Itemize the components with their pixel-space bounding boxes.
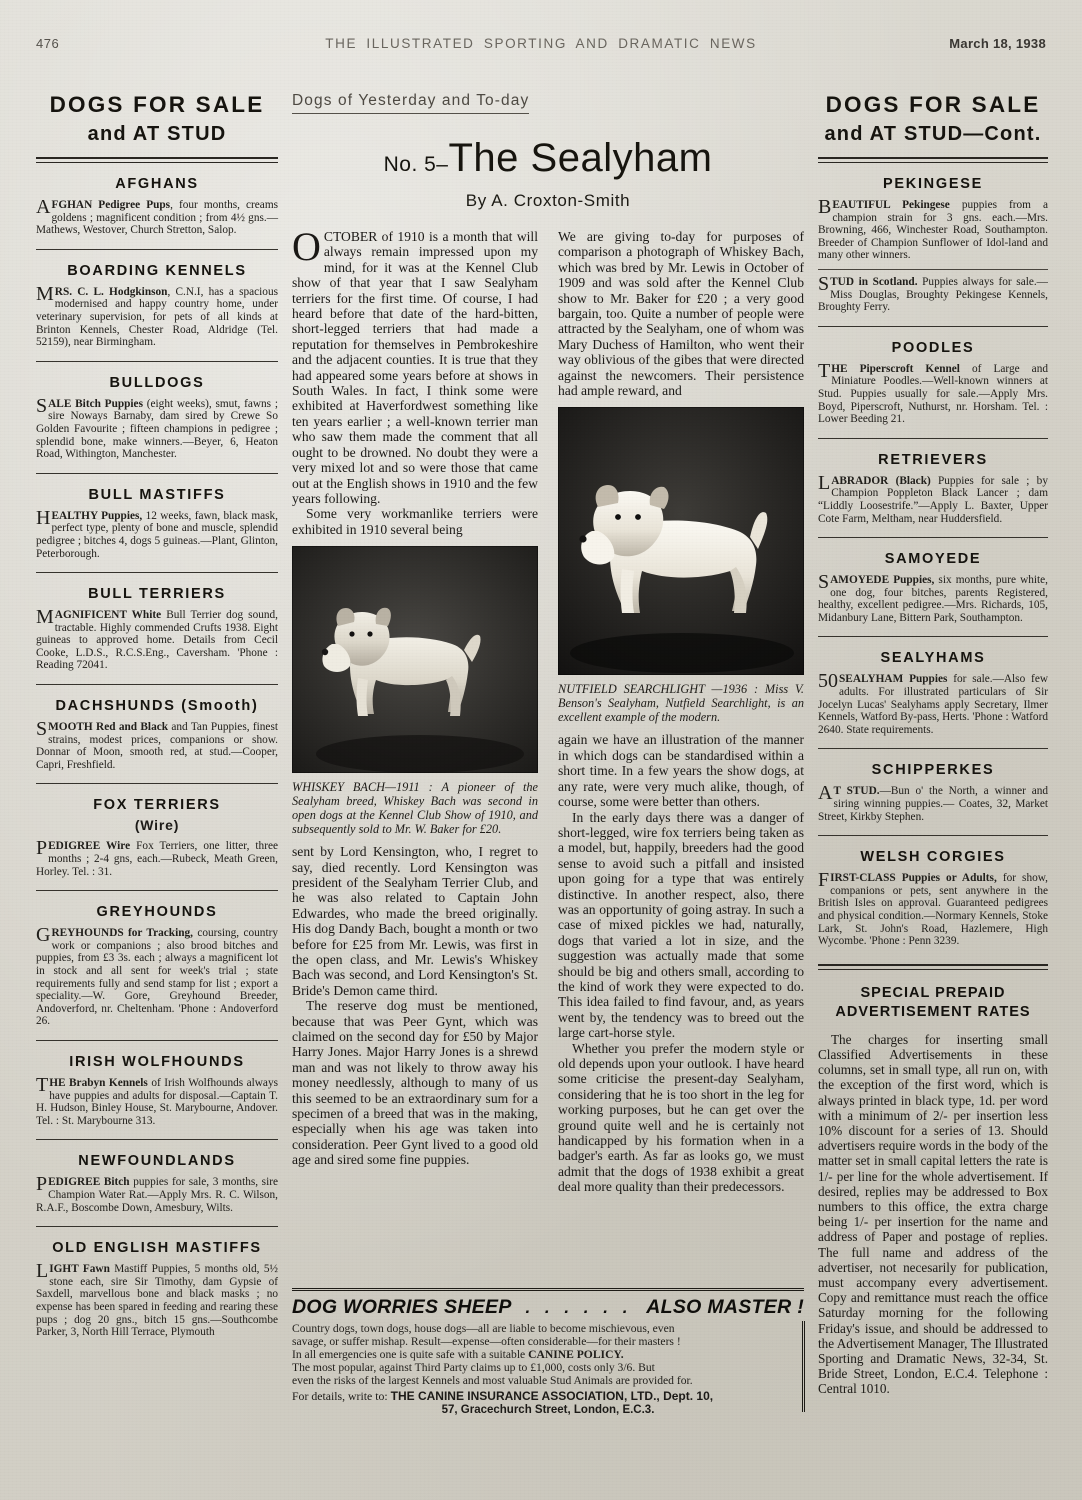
ad-drop-cap: A (36, 196, 51, 218)
ad-body-text: of Large and Miniature Poodles.—Well-known winners at Stud. Puppies usually for sale.—Apply Mrs. Boyd, Piperscroft, Nuthurst, nr. Horsham. Tel. : Lower Beeding 21. (818, 362, 1048, 426)
classified-category-heading: AFGHANS (115, 176, 199, 192)
left-banner-line2: and AT STUD (87, 123, 227, 145)
ad-lead-words: ALE Bitch Puppies (48, 397, 143, 410)
classified-category-heading: SAMOYEDE (884, 551, 982, 568)
insurance-body-line2: savage, or suffer mishap. Result—expense—often considerable—for their masters ! (292, 1335, 681, 1348)
classified-advertisement[interactable] (36, 1173, 278, 1214)
classified-category-heading: RETRIEVERS (878, 451, 988, 468)
classified-category-heading: SEALYHAMS (880, 650, 986, 667)
ad-drop-cap: 50 (818, 670, 838, 693)
classified-advertisement[interactable] (818, 782, 1048, 823)
section-divider (818, 835, 1048, 836)
ad-drop-cap: S (818, 571, 830, 594)
classified-advertisement[interactable] (36, 837, 278, 878)
classified-category-heading: FOX TERRIERS (93, 797, 221, 814)
left-ad-banner (36, 92, 278, 146)
ad-drop-cap: T (36, 1073, 49, 1096)
article-text-block-1 (292, 224, 538, 537)
article-paragraph-opening (292, 224, 538, 506)
left-classified-column (36, 92, 278, 1345)
ad-lead-words: TUD in Scotland. (830, 275, 918, 288)
page-number: 476 (36, 36, 60, 51)
ad-body-text: six months, pure white, one dog, four bitches, parents Registered, healthy, excellent pedigree.—Mrs. Richards, 105, Midanbury Lane, Bittern Park, Southampton. (818, 574, 1048, 624)
section-divider (36, 473, 278, 474)
left-banner-line1: DOGS FOR SALE (49, 92, 265, 117)
right-ad-banner (818, 92, 1048, 146)
section-divider (36, 572, 278, 573)
insurance-address: 57, Gracechurch Street, London, E.C.3. (441, 1404, 655, 1417)
classified-category-heading: PEKINGESE (883, 176, 983, 192)
issue-date: March 18, 1938 (949, 36, 1046, 51)
section-divider (36, 783, 278, 784)
nutfield-searchlight-photograph (558, 407, 804, 675)
section-divider (36, 361, 278, 362)
rates-title-line1: SPECIAL PREPAID (860, 984, 1006, 1001)
classified-advertisement[interactable] (818, 359, 1048, 426)
insurance-line3-text: In all emergencies one is quite safe with a suitable (292, 1348, 529, 1361)
section-divider (818, 537, 1048, 538)
ad-drop-cap: A (818, 782, 833, 805)
ad-lead-words: EALTHY Puppies, (51, 509, 143, 522)
classified-category-subheading: (Wire) (134, 817, 180, 834)
ad-divider (818, 269, 1048, 270)
ad-drop-cap: S (36, 718, 48, 741)
section-divider (36, 1040, 278, 1041)
ad-drop-cap: L (36, 1260, 49, 1283)
insurance-foot-prefix: For details, write to: (292, 1389, 391, 1403)
classified-category-heading: BULL TERRIERS (88, 586, 226, 603)
whiskey-bach-photograph (292, 546, 538, 773)
classified-advertisement[interactable] (818, 272, 1048, 314)
masthead (0, 36, 1082, 58)
ad-drop-cap: H (36, 506, 51, 529)
article-para-5: We are giving to-day for purposes of comparison a photograph of Whiskey Bach, which was bred by Mr. Lewis in October of 1909 and was sold after the Kennel Club show to Mr. Baker for £20 ; a very good bargain, too. Quite a number of people were attracted by the Sealyham, one of whom was Mary Duchess of Hamilton, who went their way oblivious of the gibes that were directed against the newcomers. Their persistence had ample reward, and (558, 229, 804, 399)
section-divider (818, 748, 1048, 749)
classified-advertisement[interactable] (36, 1260, 278, 1339)
section-divider (36, 249, 278, 250)
ad-drop-cap: S (818, 272, 830, 295)
article-body-grid (292, 224, 804, 1369)
ad-drop-cap: F (818, 869, 830, 892)
section-divider (818, 438, 1048, 439)
classified-category-heading: GREYHOUNDS (96, 904, 218, 921)
section-divider (818, 636, 1048, 637)
headline-dash: – (436, 153, 449, 176)
right-banner-line2: and AT STUD—Cont. (824, 123, 1042, 145)
insurance-headline-left: DOG WORRIES SHEEP (292, 1296, 512, 1318)
ad-drop-cap: B (818, 196, 832, 218)
article-number: No. 5 (383, 153, 437, 176)
classified-advertisement[interactable] (818, 471, 1048, 525)
classified-category-heading: BULLDOGS (109, 374, 205, 391)
classified-category-heading: DACHSHUNDS (Smooth) (55, 698, 259, 715)
article-title: The Sealyham (448, 136, 713, 180)
ad-lead-words: SEALYHAM Puppies (839, 673, 948, 686)
ad-body-text: Puppies for sale ; by Champion Poppleton Black Lancer ; dam “Liddly Loosestrife.”—Apply L. Baxter, Upper Cote Farm, Meltham, near Huddersfield. (818, 474, 1048, 525)
classified-category-heading: IRISH WOLFHOUNDS (69, 1053, 245, 1070)
ad-body-text: —Bun o' the North, a winner and siring winning puppies.— Coates, 32, Market Street, Kirkby Stephen. (818, 785, 1048, 823)
article-para-6: again we have an illustration of the manner in which dogs can be standardised within a short time. In a few years the show dogs, at any rate, were very much alike, though, of course, some were better than others. (558, 732, 804, 810)
ad-lead-words: MOOTH Red and Black (48, 721, 169, 734)
classified-advertisement[interactable] (818, 869, 1049, 948)
ad-drop-cap: P (36, 1173, 48, 1196)
banner-divider (36, 157, 278, 163)
ad-drop-cap: L (818, 471, 831, 494)
section-divider (36, 684, 278, 685)
classified-category-heading: BULL MASTIFFS (88, 486, 226, 503)
right-classified-column (818, 92, 1048, 1397)
ad-drop-cap: M (36, 282, 54, 305)
classified-advertisement[interactable] (36, 1073, 278, 1127)
insurance-body-line4: The most popular, against Third Party claims up to £1,000, costs only 3/6. But (292, 1361, 655, 1374)
article-text-block-4 (558, 732, 804, 1194)
ad-body-text: Mastiff Puppies, 5 months old, 5½ stone each, sire Sir Timothy, dam Gypsie of Saxdell, marvellous bone and black masks ; no expense has been spared in feeding and rearing these pups ; dog 20 gns., bitch 15 gns.—Southcombe Parker, 3, North Hill Terrace, Plymouth (36, 1263, 278, 1339)
photo-nutfield-searchlight (558, 407, 804, 675)
prepaid-rates-title (818, 984, 1048, 1022)
classified-advertisement[interactable] (36, 394, 278, 461)
ad-drop-cap: S (36, 394, 48, 417)
ad-drop-cap: M (36, 606, 54, 629)
ad-body-text: puppies from a champion strain for 3 gns. each.—Mrs. Browning, 466, Winchester Road, Southampton. Breeder of Champion Sunflower of Idol-land and many other winners. (818, 199, 1048, 262)
ad-drop-cap: G (36, 924, 51, 947)
right-banner-divider (818, 157, 1048, 163)
classified-category-heading: NEWFOUNDLANDS (78, 1153, 236, 1170)
canine-policy-emphasis: CANINE POLICY. (528, 1348, 624, 1361)
classified-advertisement[interactable] (818, 571, 1048, 624)
section-divider (36, 1139, 278, 1140)
rates-divider (818, 964, 1048, 970)
ad-body-text: Puppies always for sale.— Miss Douglas, Broughty Pekingese Kennels, Broughty Ferry. (818, 275, 1048, 314)
kicker-wrap (292, 92, 804, 114)
article-para-2: Some very workmanlike terriers were exhibited in 1910 several being (292, 506, 538, 537)
caption-whiskey-bach: WHISKEY BACH—1911 : A pioneer of the Sealyham breed, Whiskey Bach was second in open dogs at the Kennel Club Show of 1910, and subsequently sold to Mr. W. Baker for £20. (292, 780, 538, 837)
ad-body-text: Fox Terriers, one litter, three months ; 2-4 gns, each.—Rubeck, Meath Green, Horley. Tel. : 31. (36, 840, 278, 878)
running-head: THE ILLUSTRATED SPORTING AND DRAMATIC NEWS (325, 36, 757, 51)
article-kicker: Dogs of Yesterday and To-day (292, 92, 529, 114)
ad-lead-words: FGHAN Pedigree Pups (51, 199, 171, 211)
right-banner-line1: DOGS FOR SALE (825, 92, 1041, 117)
classified-category-heading: POODLES (891, 339, 975, 356)
canine-insurance-advertisement[interactable] (292, 1288, 804, 1416)
insurance-body (292, 1322, 804, 1387)
section-divider (818, 326, 1048, 327)
classified-advertisement[interactable] (818, 196, 1048, 262)
ad-lead-words: EAUTIFUL Pekingese (832, 199, 950, 211)
article-para-8: Whether you prefer the modern style or old depends upon your outlook. I have heard some criticise the present-day Sealyham, considering that he is too short in the leg for working purposes, but he can get over the ground quite well and he is certainly not handicapped by his formation when in a badger's earth. As far as looks go, we must admit that the dogs of 1938 exhibit a great deal more quality than their predecessors. (558, 1040, 804, 1195)
classified-advertisement[interactable] (818, 670, 1048, 736)
ad-body-text: Bull Terrier dog sound, tractable. Highly commended Crufts 1938. Eight guineas to approved home. Details from Cecil Cooke, L.D.S., R.C.S.Eng., Caversham. 'Phone : Reading 72041. (36, 609, 278, 672)
article-text-block-3 (558, 229, 804, 398)
section-divider (36, 1226, 278, 1227)
insurance-headline (292, 1296, 804, 1319)
ad-lead-words: T STUD. (833, 785, 880, 798)
insurance-body-line3 (292, 1348, 804, 1361)
ad-body-text: for show, companions or pets, sent anywhere in the British Isles on approval. Guaranteed pedigrees and physical condition.—Normary Kennels, Stoke Lark, St. John's Road, Hazlemere, High Wycombe. 'Phone : Penn 3239. (818, 872, 1049, 948)
ad-drop-cap: P (36, 837, 48, 860)
classified-category-heading: SCHIPPERKES (871, 762, 995, 779)
article-drop-cap: O (292, 224, 321, 269)
prepaid-rates-body (818, 1032, 1048, 1397)
insurance-footer (292, 1390, 804, 1403)
classified-advertisement[interactable] (36, 718, 278, 771)
article-byline: By A. Croxton-Smith (465, 191, 631, 210)
article-para-3: sent by Lord Kensington, who, I regret to say, died recently. Lord Kensington was president of the Sealyham Terrier Club, and he was also related to Captain John Edwardes, who made the breed originally. His dog Dandy Bach, bought a month or two before for £25 from Mr. Lewis, was first in the open class, and Mr. Lewis's Whiskey Bach was second, and Lord Kensington's St. Bride's Demon came third. (292, 844, 538, 998)
article-subcolumn-left (292, 224, 538, 1168)
classified-advertisement[interactable] (36, 282, 278, 349)
ad-lead-words: AGNIFICENT White (54, 609, 162, 622)
classified-advertisement[interactable] (36, 606, 278, 672)
caption-nutfield-searchlight: NUTFIELD SEARCHLIGHT —1936 : Miss V. Benson's Sealyham, Nutfield Searchlight, is an excellent example of the modern. (558, 682, 804, 725)
insurance-body-line5: even the risks of the largest Kennels and most valuable Stud Animals are provided for. (292, 1374, 693, 1387)
ad-lead-words: HE Brabyn Kennels (49, 1076, 148, 1089)
ad-lead-words: EDIGREE Wire (48, 840, 131, 853)
classified-advertisement[interactable] (36, 506, 279, 560)
ad-body-text: and Tan Puppies, finest strains, modest prices, companions or show. Donnar of Moon, smooth red, at stud.—Cooper, Capri, Freshfield. (36, 721, 278, 771)
classified-category-heading: WELSH CORGIES (860, 849, 1006, 866)
ad-body-text: , C.N.I, has a spacious modernised and happy country home, under veterinary supervision, for pets of all kinds at Brinton Kennels, Chester Road, Aldridge (Tel. 52159), near Birmingham. (36, 285, 278, 349)
ad-lead-words: IRST-CLASS Puppies or Adults, (830, 872, 997, 885)
insurance-body-line1: Country dogs, town dogs, house dogs—all are liable to become mischievous, even (292, 1322, 675, 1335)
rates-title-line2: ADVERTISEMENT RATES (835, 1003, 1031, 1020)
article-text-block-2 (292, 844, 538, 1168)
ad-drop-cap: T (818, 359, 831, 382)
photo-whiskey-bach (292, 546, 538, 773)
section-divider (36, 890, 278, 891)
classified-category-heading: OLD ENGLISH MASTIFFS (52, 1240, 262, 1257)
article-para-7: In the early days there was a danger of short-legged, wire fox terriers being taken as a model, but, happily, breeders had the good sense to avoid such a pitfall and insisted upon going for a type that was entirely distinctive. In another respect, also, there was an opportunity of going astray. In such a case of mixed pickles we had, naturally, dogs that varied a lot in size, and the suggestion was actually made that some should be big and others small, according to the kind of work they were expected to do. This idea failed to find favour, and, as years went by, the tendency was to breed out the large cart-horse style. (558, 809, 804, 1041)
ad-lead-words: AMOYEDE Puppies, (830, 574, 935, 587)
article-para-4: The reserve dog must be mentioned, because that was Peer Gynt, which was claimed on the second day for £50 by Major Harry Jones. Major Harry Jones is a shrewd man and was not likely to throw away his money needlessly, although to many of us this seemed to be an extraordinary sum for a specimen of a breed that was in the making, especially when his age was taken into consideration. Peer Gynt lived to a good old age and sired some fine puppies. (292, 998, 538, 1168)
ad-body-text: 12 weeks, fawn, black mask, perfect type, plenty of bone and muscle, splendid pedigree ; bitches 4, dogs 5 guineas.—Plant, Glinton, Peterborough. (36, 509, 279, 560)
classified-category-heading: BOARDING KENNELS (67, 262, 247, 279)
ad-body-text: coursing, country work or companions ; also brood bitches and puppies, from £3 3s. each ; always a magnificent lot in stock and all sent for week's trial ; state requirements fully and send stamp for list ; export a speciality.—W. Gore, Greyhound Breeder, Andoverford, nr. Cheltenham. 'Phone : Andoverford 26. (36, 927, 278, 1028)
ad-lead-words: RS. C. L. Hodgkinson (54, 285, 168, 298)
classified-advertisement[interactable] (36, 196, 279, 237)
article-para-1: CTOBER of 1910 is a month that will always remain impressed upon my mind, for it was at the Kennel Club show of that year that I saw Sealyham terriers for the first time. Of course, I had heard before that date of the hard-bitten, short-legged terriers that had made a reputation for themselves in Pembrokeshire and the adjacent counties. It is true that they had appeared some years before at shows in South Wales. In fact, I think some were exhibited at Haverfordwest something like ten years earlier ; a well-known terrier man who saw them made the comment that all ought to be drowned. No doubt they were a very mixed lot and so were those that came out at the English shows in 1910 and the few years following. (292, 229, 538, 506)
rates-paragraph: The charges for inserting small Classified Advertisements in these columns, set in small type, all run on, with the exception of the first word, which is always printed in black type, 1d. per word with a minimum of 2/- per insertion less 10% discount for a series of 13. Should advertisers require words in the body of the matter set in small capital letters the rate is 1/- per line for the whole advertisement. If desired, replies may be addressed to Box numbers to this office, the extra charge being 1/- per insertion for the name and address of Paper and postage of replies. The full name and address of the advertiser, not necesarily for publication, must accompany every advertisement. Copy and remittance must reach the office Saturday morning for the following Friday's issue, and should be addressed to the Advertisement Manager, The Illustrated Sporting and Dramatic News, 32-34, St. Bride Street, London, E.C.4. Telephone : Central 1010. (818, 1031, 1048, 1397)
ad-lead-words: EDIGREE Bitch (48, 1176, 130, 1189)
ad-body-text: (eight weeks), smut, fawns ; sire Noways Barnaby, dam sired by Crewe So Golden Favourite ; fifteen champions in pedigree ; splendid bone, make winners.—Beyer, 6, Heaton Road, Withington, Manchester. (36, 397, 278, 461)
insurance-headline-dots: . . . . . . (525, 1298, 633, 1317)
ad-body-text: , four months, creams goldens ; magnificent condition ; from 4½ gns.—Mathews, Westover, Church Stretton, Salop. (36, 199, 279, 237)
ad-lead-words: HE Piperscroft Kennel (831, 362, 960, 375)
insurance-company-name: THE CANINE INSURANCE ASSOCIATION, LTD., Dept. 10, (390, 1389, 714, 1403)
article-subcolumn-right (558, 229, 804, 1195)
article-headline (292, 136, 804, 181)
ad-right-rule (802, 1321, 805, 1412)
ad-lead-words: REYHOUNDS for Tracking, (51, 927, 193, 940)
ad-body-text: of Irish Wolfhounds always have puppies and adults for disposal.—Captain T. H. Hudson, Binley House, St. Marybourne, Andover. Tel. : St. Marybourne 313. (36, 1076, 278, 1127)
insurance-headline-right: ALSO MASTER ! (646, 1296, 804, 1318)
ad-body-text: for sale.—Also few adults. For illustrated particulars of Sir Jocelyn Lucas' Sealyhams apply Secretary, Ilmer Kennels, Watford By-pass, Herts. 'Phone : Watford 2640. State requirements. (818, 673, 1048, 736)
ad-body-text: puppies for sale, 3 months, sire Champion Water Rat.—Apply Mrs. R. C. Wilson, R.A.F., Boscombe Down, Amesbury, Wilts. (36, 1176, 278, 1214)
classified-advertisement[interactable] (36, 924, 278, 1028)
article-column (292, 92, 804, 1369)
ad-lead-words: ABRADOR (Black) (831, 474, 931, 487)
ad-lead-words: IGHT Fawn (49, 1263, 110, 1276)
